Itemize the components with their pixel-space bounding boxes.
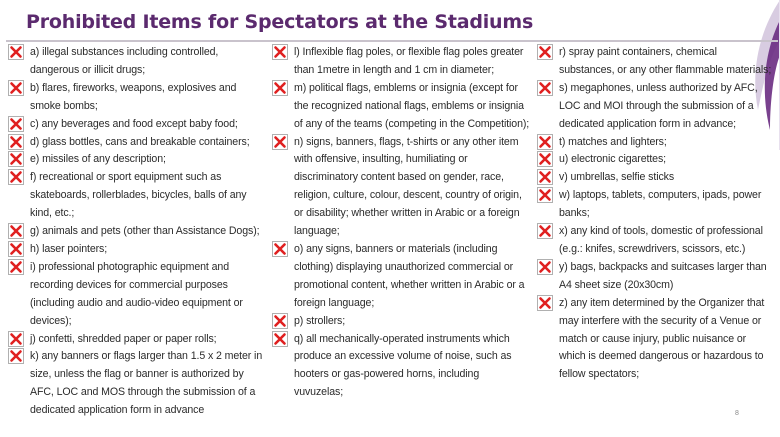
item-text: z) any item determined by the Organizer that may interfere with the security of a Venue or match or cause injury, public nuisance or which is deemed dangerous or hazardous to fellow spectators; [559,296,765,381]
items-column-1 [8,44,266,420]
list-item [537,80,775,134]
red-x-icon [272,331,288,347]
red-x-icon [272,313,288,329]
list-item [537,151,775,169]
title-divider [6,40,778,42]
item-text: q) all mechanically-operated instruments which produce an excessive volume of noise, such as hooters or gas-powered horns, including vuvuzelas; [294,332,512,399]
list-item [8,134,266,152]
red-x-icon [272,134,288,150]
red-x-icon [537,223,553,239]
red-x-icon [8,348,24,364]
item-text: l) Inflexible flag poles, or flexible flag poles greater than 1metre in length and 1 cm in diameter; [294,46,524,76]
item-text: o) any signs, banners or materials (including clothing) displaying unauthorized commercial or promotional content, whether written in Arabic or a foreign language; [294,242,525,309]
item-text: h) laser pointers; [30,242,108,255]
list-item [8,223,266,241]
list-item [537,223,775,259]
red-x-icon [8,151,24,167]
item-text: x) any kind of tools, domestic of professional (e.g.: knifes, screwdrivers, scissors, etc.) [559,225,763,255]
red-x-icon [272,241,288,257]
red-x-icon [8,80,24,96]
red-x-icon [8,331,24,347]
red-x-icon [537,80,553,96]
list-item [8,80,266,116]
red-x-icon [537,44,553,60]
item-text: r) spray paint containers, chemical substances, or any other flammable materials; [559,46,772,76]
item-text: u) electronic cigarettes; [559,153,667,166]
list-item [272,241,530,313]
list-item [8,44,266,80]
item-text: t) matches and lighters; [559,135,667,148]
page-number: 8 [735,410,739,417]
item-text: a) illegal substances including controlled, dangerous or illicit drugs; [30,46,219,76]
list-item [272,313,530,331]
red-x-icon [8,134,24,150]
list-item [537,187,775,223]
red-x-icon [8,169,24,185]
red-x-icon [272,80,288,96]
item-text: e) missiles of any description; [30,153,166,166]
items-column-2 [272,44,530,402]
items-column-3 [537,44,775,384]
red-x-icon [537,259,553,275]
page-title: Prohibited Items for Spectators at the Stadiums [26,11,534,33]
item-text: s) megaphones, unless authorized by AFC, LOC and MOI through the submission of a dedicated application form in advance; [559,81,758,130]
list-item [8,151,266,169]
list-item [537,44,775,80]
item-text: d) glass bottles, cans and breakable containers; [30,135,250,148]
list-item [8,331,266,349]
list-item [272,80,530,134]
list-item [8,241,266,259]
red-x-icon [8,241,24,257]
item-text: i) professional photographic equipment and recording devices for commercial purposes (including audio and audio-video equipment or devices); [30,260,243,327]
item-text: b) flares, fireworks, weapons, explosives and smoke bombs; [30,81,237,112]
item-text: p) strollers; [294,314,346,327]
item-text: c) any beverages and food except baby food; [30,117,238,130]
red-x-icon [537,187,553,203]
item-text: m) political flags, emblems or insignia (except for the recognized national flags, emblems or insignia of any of the teams (competing in the Competition); [294,81,530,130]
item-text: f) recreational or sport equipment such as skateboards, rollerblades, bicycles, balls of any kind, etc.; [30,171,247,220]
red-x-icon [8,116,24,132]
red-x-icon [8,259,24,275]
red-x-icon [8,44,24,60]
item-text: n) signs, banners, flags, t-shirts or any other item with offensive, insulting, humiliating or discriminatory content based on gender, race, religion, culture, colour, descent, country of origin, or disability; whether written in Arabic or a foreign language; [294,135,522,238]
item-text: g) animals and pets (other than Assistance Dogs); [30,225,260,238]
item-text: v) umbrellas, selfie sticks [559,171,675,184]
list-item [8,169,266,223]
red-x-icon [8,223,24,239]
item-text: w) laptops, tablets, computers, ipads, power banks; [559,189,762,220]
list-item [537,295,775,385]
red-x-icon [272,44,288,60]
item-text: j) confetti, shredded paper or paper rolls; [30,332,217,345]
item-text: y) bags, backpacks and suitcases larger than A4 sheet size (20x30cm) [559,260,767,291]
list-item [272,331,530,403]
red-x-icon [537,295,553,311]
red-x-icon [537,151,553,167]
list-item [272,44,530,80]
item-text: k) any banners or flags larger than 1.5 x 2 meter in size, unless the flag or banner is authorized by AFC, LOC and MOS through the submission of a dedicated application form in advance [30,350,263,417]
list-item [272,134,530,241]
red-x-icon [537,169,553,185]
list-item [537,134,775,152]
list-item [537,169,775,187]
list-item [8,348,266,420]
red-x-icon [537,134,553,150]
list-item [8,116,266,134]
list-item [537,259,775,295]
list-item [8,259,266,331]
